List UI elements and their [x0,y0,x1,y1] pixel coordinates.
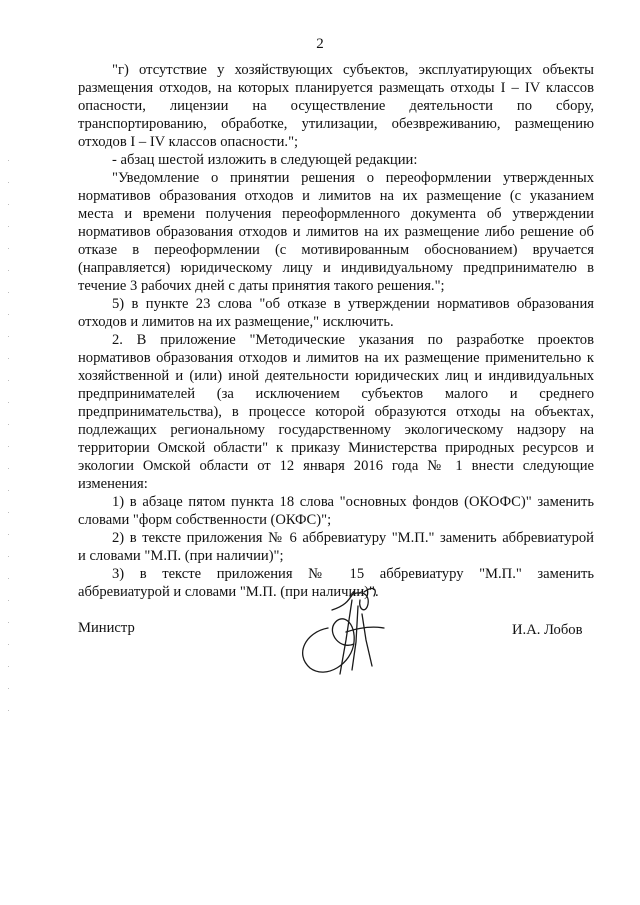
text-line: изменения: [78,476,148,492]
text-line: хозяйственной и (или) иной деятельности юридических лиц и индивидуальных [78,368,594,384]
text-line: - абзац шестой изложить в следующей редакции: [112,152,418,168]
handwritten-signature [288,570,408,682]
text-line: 1) в абзаце пятом пункта 18 слова "основных фондов (ОКОФС)" заменить [112,494,594,510]
page-number: 2 [316,36,324,52]
text-line: 2. В приложение "Методические указания по разработке проектов [112,332,594,348]
text-line: 2) в тексте приложения № 6 аббревиатуру "М.П." заменить аббревиатурой [112,530,594,546]
text-line: предпринимателей (за исключением субъектов малого и среднего [78,386,594,402]
signatory-title: Министр [78,620,135,636]
text-line: и словами "М.П. (при наличии)"; [78,548,284,564]
text-line: нормативов образования отходов и лимитов на их размещение (с указанием [78,188,594,204]
text-line: словами "форм собственности (ОКФС)"; [78,512,332,528]
text-line: размещения отходов, на которых планируется размещать отходы I – IV классов [78,80,594,96]
text-line: экологии Омской области от 12 января 2016 года № 1 внести следующие [78,458,594,474]
text-line: 3) в тексте приложения № 15 аббревиатуру "М.П." заменить [112,566,594,582]
text-line: нормативов образования отходов и лимитов на их размещение применительно к [78,350,594,366]
signatory-name: И.А. Лобов [512,622,583,638]
scan-edge-marks [8,160,9,720]
text-line: подлежащих региональному государственному экологическому надзору на [78,422,594,438]
text-line: 5) в пункте 23 слова "об отказе в утверждении нормативов образования [112,296,594,312]
text-line: отходов и лимитов на их размещение," исключить. [78,314,394,330]
text-line: отказе в переоформлении (с мотивированным обоснованием) вручается [78,242,594,258]
text-line: места и времени получения переоформленного документа об утверждении [78,206,594,222]
text-line: "г) отсутствие у хозяйствующих субъектов, эксплуатирующих объекты [112,62,594,78]
text-line: транспортированию, обработке, утилизации, обезвреживанию, размещению [78,116,594,132]
text-line: (направляется) юридическому лицу и индивидуальному предпринимателю в [78,260,594,276]
text-line: предпринимательства), в процессе которой образуются отходы на объектах, [78,404,594,420]
text-line: аббревиатурой и словами "М.П. (при наличии)". [78,584,379,600]
text-line: отходов I – IV классов опасности."; [78,134,299,150]
text-line: опасности, лицензии на осуществление деятельности по сбору, [78,98,594,114]
text-line: течение 3 рабочих дней с даты принятия такого решения."; [78,278,445,294]
text-line: территории Омской области" к приказу Министерства природных ресурсов и [78,440,594,456]
text-line: "Уведомление о принятии решения о переоформлении утвержденных [112,170,594,186]
text-line: нормативов образования отходов и лимитов на их размещение либо решение об [78,224,594,240]
